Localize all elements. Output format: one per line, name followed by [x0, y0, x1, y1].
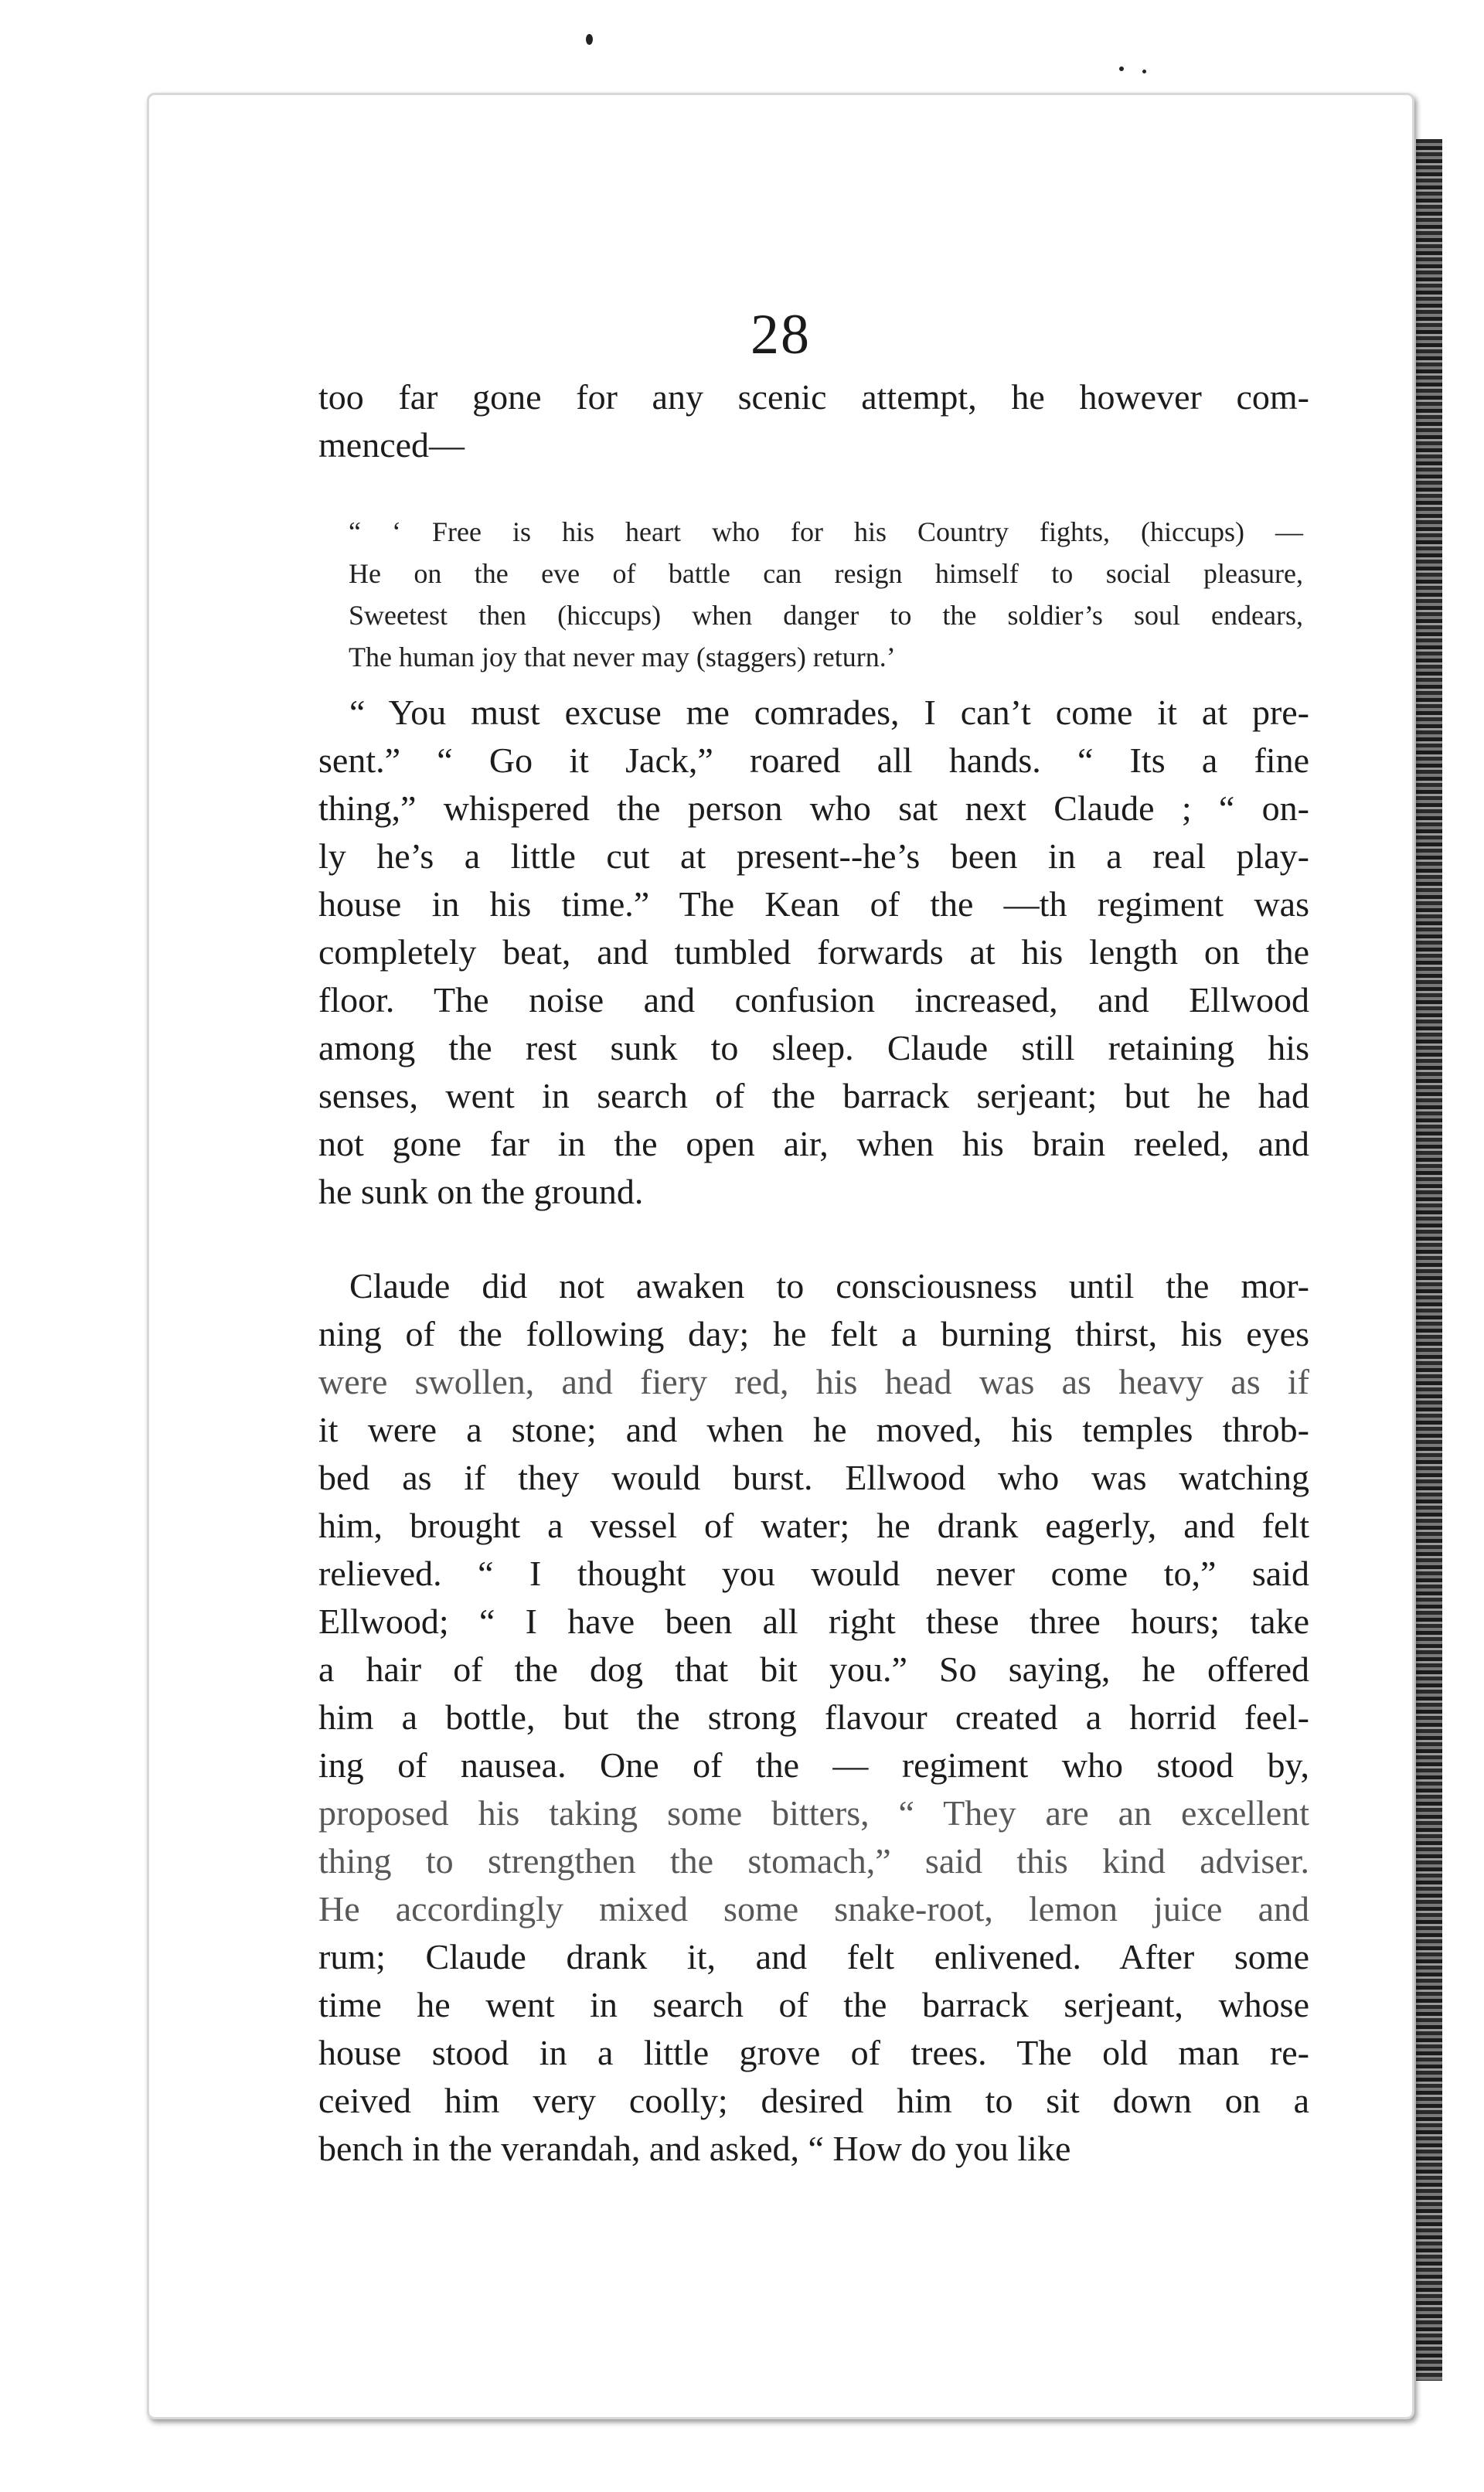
text-line: sent.” “ Go it Jack,” roared all hands. “ Its a fine — [318, 740, 1309, 780]
verse-quotation — [349, 511, 1303, 678]
text-line: rum; Claude drank it, and felt enlivened. After some — [318, 1937, 1309, 1976]
text-line: were swollen, and fiery red, his head was as heavy as if — [318, 1362, 1309, 1401]
text-line: Claude did not awaken to consciousness until the mor- — [349, 1266, 1309, 1306]
text-line: him, brought a vessel of water; he drank eagerly, and felt — [318, 1506, 1309, 1545]
text-line: senses, went in search of the barrack serjeant; but he had — [318, 1076, 1309, 1115]
text-line: ly he’s a little cut at present--he’s been in a real play- — [318, 836, 1309, 876]
text-line: ing of nausea. One of the — regiment who stood by, — [318, 1745, 1309, 1785]
text-line: it were a stone; and when he moved, his temples throb- — [318, 1410, 1309, 1449]
text-line: relieved. “ I thought you would never come to,” said — [318, 1554, 1309, 1593]
text-line: menced— — [318, 425, 465, 465]
text-line: He accordingly mixed some snake-root, lemon juice and — [318, 1889, 1309, 1929]
text-line: too far gone for any scenic attempt, he however com- — [318, 377, 1309, 417]
paragraph-2 — [318, 1262, 1309, 2173]
text-line: bench in the verandah, and asked, “ How do you like — [318, 2129, 1071, 2168]
text-line: house stood in a little grove of trees. The old man re- — [318, 2033, 1309, 2072]
verse-line: The human joy that never may (staggers) return.’ — [349, 642, 896, 672]
verse-line: He on the eve of battle can resign himself to social pleasure, — [349, 558, 1303, 589]
scan-speck — [1142, 70, 1146, 73]
scan-speck — [1119, 66, 1124, 71]
text-line: thing,” whispered the person who sat next Claude ; “ on- — [318, 788, 1309, 828]
text-line: time he went in search of the barrack serjeant, whose — [318, 1985, 1309, 2024]
text-line: ceived him very coolly; desired him to sit down on a — [318, 2081, 1309, 2120]
text-line: ning of the following day; he felt a burning thirst, his eyes — [318, 1314, 1309, 1353]
scan-speck — [586, 34, 593, 45]
text-line: “ You must excuse me comrades, I can’t come it at pre- — [349, 693, 1309, 732]
text-line: he sunk on the ground. — [318, 1172, 644, 1211]
text-line: thing to strengthen the stomach,” said this kind adviser. — [318, 1841, 1309, 1881]
next-page-edge — [1416, 139, 1442, 2381]
verse-line: Sweetest then (hiccups) when danger to the soldier’s soul endears, — [349, 600, 1303, 631]
text-line: house in his time.” The Kean of the —th regiment was — [318, 884, 1309, 924]
intro-text — [318, 373, 1309, 469]
text-line: completely beat, and tumbled forwards at his length on the — [318, 932, 1309, 972]
verse-line: “ ‘ Free is his heart who for his Country fights, (hiccups) — — [349, 516, 1303, 547]
book-page — [147, 93, 1414, 2419]
text-line: him a bottle, but the strong flavour created a horrid feel- — [318, 1697, 1309, 1737]
text-line: Ellwood; “ I have been all right these three hours; take — [318, 1602, 1309, 1641]
text-line: bed as if they would burst. Ellwood who was watching — [318, 1458, 1309, 1497]
paragraph-1 — [318, 689, 1309, 1216]
text-line: a hair of the dog that bit you.” So saying, he offered — [318, 1649, 1309, 1689]
text-line: not gone far in the open air, when his brain reeled, and — [318, 1124, 1309, 1163]
page-number: 28 — [751, 303, 811, 366]
text-line: among the rest sunk to sleep. Claude still retaining his — [318, 1028, 1309, 1067]
text-line: floor. The noise and confusion increased, and Ellwood — [318, 980, 1309, 1020]
text-line: proposed his taking some bitters, “ They are an excellent — [318, 1793, 1309, 1833]
